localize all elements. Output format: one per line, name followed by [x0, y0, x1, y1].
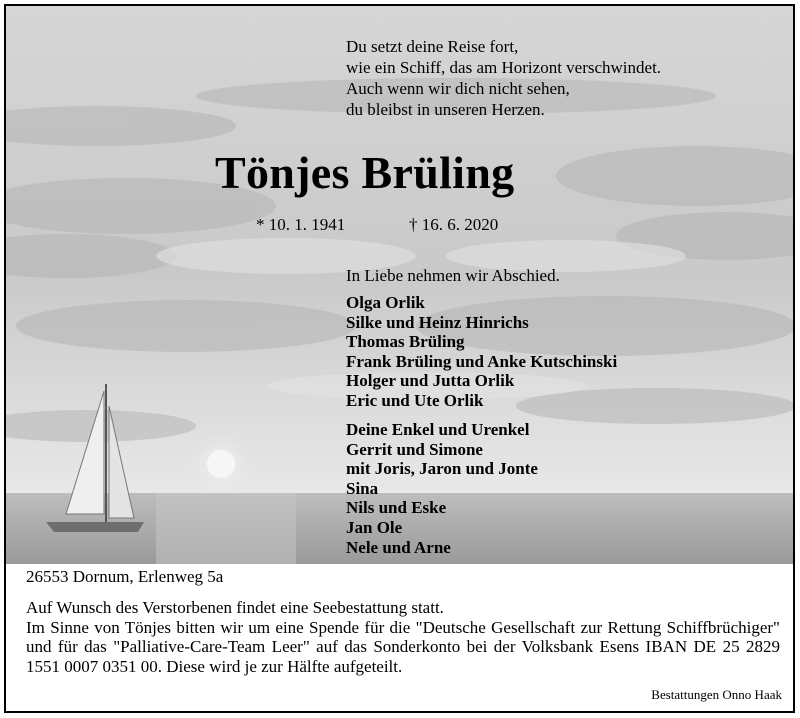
mourner-name: Thomas Brüling — [346, 332, 465, 352]
poem-line: du bleibst in unseren Herzen. — [346, 100, 545, 119]
deceased-name: Tönjes Brüling — [215, 147, 515, 198]
grandchild-name: Gerrit und Simone — [346, 439, 483, 459]
obituary-card — [4, 4, 795, 713]
grandchild-name: Nele und Arne — [346, 537, 451, 557]
mourner-name: Olga Orlik — [346, 293, 425, 312]
grandchild-name: Jan Ole — [346, 517, 403, 537]
birth-date: * 10. 1. 1941 — [256, 215, 346, 234]
farewell-text: In Liebe nehmen wir Abschied. — [346, 266, 560, 285]
mourner-name: Silke und Heinz Hinrichs — [346, 312, 529, 332]
poem-line: Auch wenn wir dich nicht sehen, — [346, 79, 570, 98]
poem-line: Du setzt deine Reise fort, — [346, 37, 519, 56]
grandchild-name: mit Joris, Jaron und Jonte — [346, 459, 538, 479]
poem — [346, 36, 661, 120]
grandchild-name: Nils und Eske — [346, 498, 447, 518]
sea-burial-text: Auf Wunsch des Verstorbenen findet eine Seebestattung statt. — [26, 598, 444, 617]
grandchildren-heading: Deine Enkel und Urenkel — [346, 420, 530, 439]
grandchild-name: Sina — [346, 478, 379, 498]
undertaker-name: Bestattungen Onno Haak — [651, 687, 782, 702]
poem-line: wie ein Schiff, das am Horizont verschwindet. — [346, 58, 662, 77]
address: 26553 Dornum, Erlenweg 5a — [26, 567, 224, 586]
mourner-name: Frank Brüling und Anke Kutschinski — [346, 351, 618, 371]
grandchildren-list — [346, 420, 538, 557]
mourners-list — [346, 293, 617, 411]
mourner-name: Eric und Ute Orlik — [346, 390, 484, 410]
mourner-name: Holger und Jutta Orlik — [346, 371, 515, 391]
burial-notice — [26, 598, 780, 676]
donation-text: Im Sinne von Tönjes bitten wir um eine Spende für die "Deutsche Gesellschaft zur Rettung Schiffbrüchiger" und für das "Palliative-Care-Team Leer" auf das Sonderkonto bei der Volksbank Esens IBAN DE 25 2829 1551 0007 0351 00. Diese wird je zur Hälfte aufgeteilt. — [26, 617, 780, 676]
death-date: † 16. 6. 2020 — [409, 215, 499, 234]
